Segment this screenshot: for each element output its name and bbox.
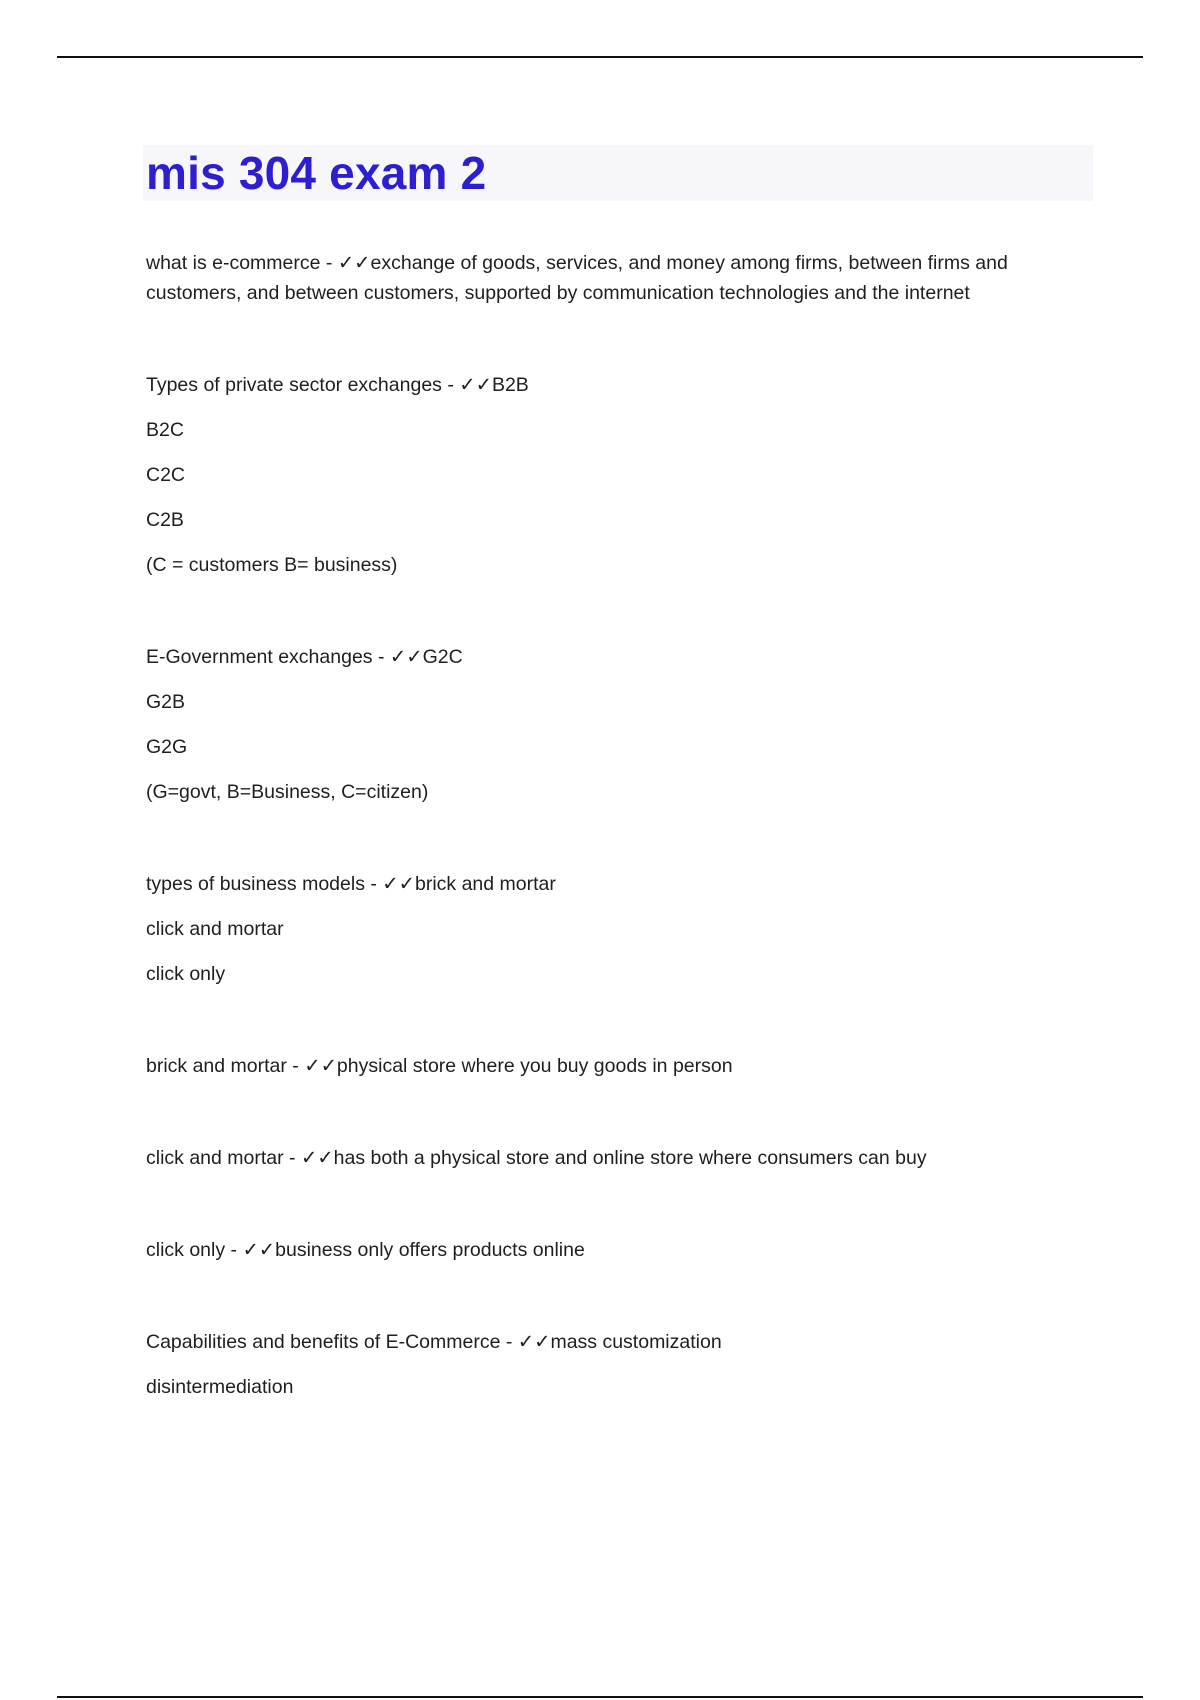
double-check-icon: ✓✓ — [389, 645, 423, 668]
separator: - — [320, 252, 338, 274]
flashcard-entry — [146, 1143, 1066, 1173]
answer-continuation-line: disintermediation — [146, 1376, 294, 1398]
answer-continuation-line: C2C — [146, 464, 186, 486]
separator: - — [225, 1239, 243, 1261]
flashcard-list — [146, 248, 1066, 1464]
question-text: Types of private sector exchanges — [146, 374, 442, 396]
question-answer-line — [146, 370, 1066, 400]
answer-text: has both a physical store and online store where consumers can buy — [333, 1147, 927, 1169]
answer-continuation-line: click and mortar — [146, 918, 284, 940]
double-check-icon: ✓✓ — [337, 251, 371, 274]
question-answer-line — [146, 869, 1066, 899]
answer-continuation-line: (G=govt, B=Business, C=citizen) — [146, 781, 429, 803]
answer-continuation-line: C2B — [146, 509, 184, 531]
answer-text: B2B — [491, 374, 529, 396]
answer-continuation-line: G2G — [146, 736, 188, 758]
separator: - — [372, 646, 390, 668]
answer-continuation-line: G2B — [146, 691, 186, 713]
question-answer-line — [146, 248, 1066, 308]
answer-continuation-line: (C = customers B= business) — [146, 554, 398, 576]
question-answer-line — [146, 1051, 1066, 1081]
separator: - — [364, 873, 383, 895]
flashcard-entry — [146, 248, 1066, 308]
answer-text: mass customization — [550, 1331, 722, 1353]
bottom-rule — [57, 1696, 1143, 1698]
question-text: E-Government exchanges — [146, 646, 373, 668]
answer-text: physical store where you buy goods in person — [336, 1055, 733, 1077]
question-text: types of business models — [146, 873, 365, 895]
page-title: mis 304 exam 2 — [146, 147, 487, 199]
flashcard-entry — [146, 1327, 1066, 1402]
double-check-icon: ✓✓ — [382, 872, 415, 895]
double-check-icon: ✓✓ — [304, 1054, 337, 1077]
double-check-icon: ✓✓ — [242, 1238, 276, 1261]
double-check-icon: ✓✓ — [517, 1330, 551, 1353]
answer-text: G2C — [422, 646, 463, 668]
flashcard-entry — [146, 1235, 1066, 1265]
question-text: click and mortar — [146, 1147, 284, 1169]
flashcard-entry — [146, 1051, 1066, 1081]
flashcard-entry — [146, 370, 1066, 580]
answer-continuation-line: B2C — [146, 419, 184, 441]
answer-text: business only offers products online — [275, 1239, 585, 1261]
question-answer-line — [146, 1235, 1066, 1265]
question-text: Capabilities and benefits of E-Commerce — [146, 1331, 501, 1353]
flashcard-entry — [146, 869, 1066, 989]
answer-text: exchange of goods, services, and money among firms, between firms and customers, and between customers, supported by communication technologies and the internet — [146, 252, 1008, 304]
answer-text: brick and mortar — [414, 873, 556, 895]
question-text: brick and mortar — [146, 1055, 287, 1077]
top-rule — [57, 56, 1143, 58]
separator: - — [500, 1331, 518, 1353]
double-check-icon: ✓✓ — [459, 373, 492, 396]
answer-continuation-line: click only — [146, 963, 226, 985]
separator: - — [286, 1055, 305, 1077]
separator: - — [283, 1147, 301, 1169]
separator: - — [441, 374, 460, 396]
double-check-icon: ✓✓ — [300, 1146, 334, 1169]
question-text: click only — [146, 1239, 226, 1261]
question-text: what is e-commerce — [146, 252, 321, 274]
question-answer-line — [146, 1327, 1066, 1357]
question-answer-line — [146, 642, 1066, 672]
question-answer-line — [146, 1143, 1066, 1173]
flashcard-entry — [146, 642, 1066, 807]
